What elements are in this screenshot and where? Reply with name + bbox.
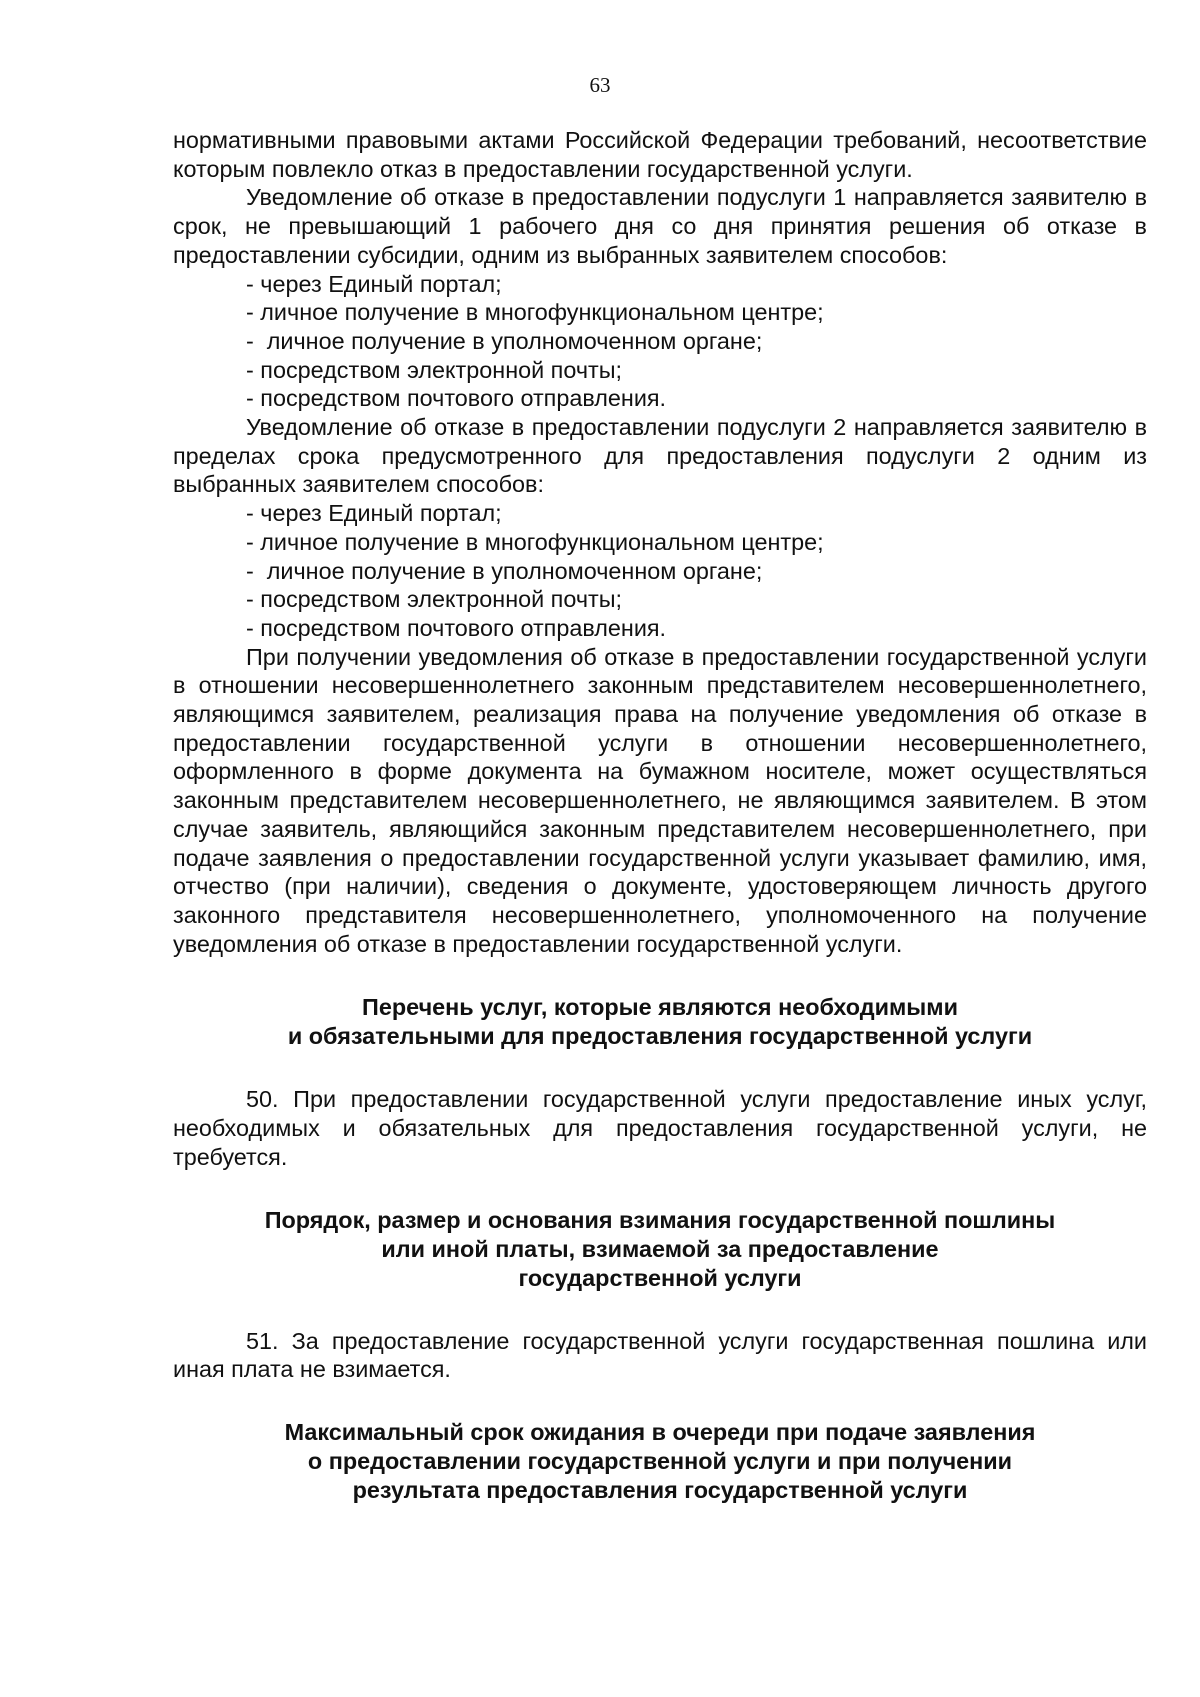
list-item: - посредством электронной почты; xyxy=(246,586,623,613)
paragraph-51: 51. За предоставление государственной услуги государственная пошлина или иная плата не взимается. xyxy=(173,1327,1147,1383)
paragraph-continuation: нормативными правовыми актами Российской Федерации требований, несоответствие которым повлекло отказ в предоставлении государственной услуги. xyxy=(173,127,1147,182)
section-heading-queue xyxy=(173,1418,1147,1505)
document-body xyxy=(173,126,1147,1505)
heading-line: результата предоставления государственной услуги xyxy=(352,1476,968,1503)
list-item: - личное получение в уполномоченном органе; xyxy=(246,327,763,354)
list-item: - посредством электронной почты; xyxy=(246,356,623,383)
page-number: 63 xyxy=(589,73,611,97)
list-item: - через Единый портал; xyxy=(246,500,502,527)
list-item: - посредством почтового отправления. xyxy=(246,385,667,412)
list-item: - личное получение в уполномоченном органе; xyxy=(246,557,763,584)
section-heading-fee xyxy=(173,1206,1147,1293)
heading-line: и обязательными для предоставления государственной услуги xyxy=(287,1023,1033,1050)
list-item: - посредством почтового отправления. xyxy=(246,614,667,641)
list-item: - через Единый портал; xyxy=(246,270,502,297)
paragraph-50: 50. При предоставлении государственной услуги предоставление иных услуг, необходимых и обязательных для предоставления государственной услуги, не требуется. xyxy=(173,1086,1147,1170)
heading-line: Перечень услуг, которые являются необходимыми xyxy=(362,994,958,1021)
delivery-methods-list-1 xyxy=(173,270,1147,414)
paragraph-notice-subservice-2: Уведомление об отказе в предоставлении подуслуги 2 направляется заявителю в пределах срока предусмотренного для предоставления подуслуги 2 одним из выбранных заявителем способов: xyxy=(173,414,1147,498)
list-item: - личное получение в многофункциональном центре; xyxy=(246,299,824,326)
heading-line: государственной услуги xyxy=(518,1264,802,1291)
heading-line: о предоставлении государственной услуги и при получении xyxy=(307,1447,1013,1474)
paragraph-minor-representative: При получении уведомления об отказе в предоставлении государственной услуги в отношении несовершеннолетнего законным представителем несовершеннолетнего, являющимся заявителем, реализация права на получение уведомления об отказе в предоставлении государственной услуги в отношении несовершеннолетнего, оформленного в форме документа на бумажном носителе, может осуществляться законным представителем несовершеннолетнего, не являющимся заявителем. В этом случае заявитель, являющийся законным представителем несовершеннолетнего, при подаче заявления о предоставлении государственной услуги указывает фамилию, имя, отчество (при наличии), сведения о документе, удостоверяющем личность другого законного представителя несовершеннолетнего, уполномоченного на получение уведомления об отказе в предоставлении государственной услуги. xyxy=(173,643,1147,957)
delivery-methods-list-2 xyxy=(173,499,1147,643)
heading-line: или иной платы, взимаемой за предоставление xyxy=(381,1235,939,1262)
section-heading-services xyxy=(173,993,1147,1051)
heading-line: Порядок, размер и основания взимания государственной пошлины xyxy=(264,1206,1056,1233)
paragraph-notice-subservice-1: Уведомление об отказе в предоставлении подуслуги 1 направляется заявителю в срок, не превышающий 1 рабочего дня со дня принятия решения об отказе в предоставлении субсидии, одним из выбранных заявителем способов: xyxy=(173,184,1147,268)
heading-line: Максимальный срок ожидания в очереди при подаче заявления xyxy=(284,1418,1036,1445)
list-item: - личное получение в многофункциональном центре; xyxy=(246,528,824,555)
